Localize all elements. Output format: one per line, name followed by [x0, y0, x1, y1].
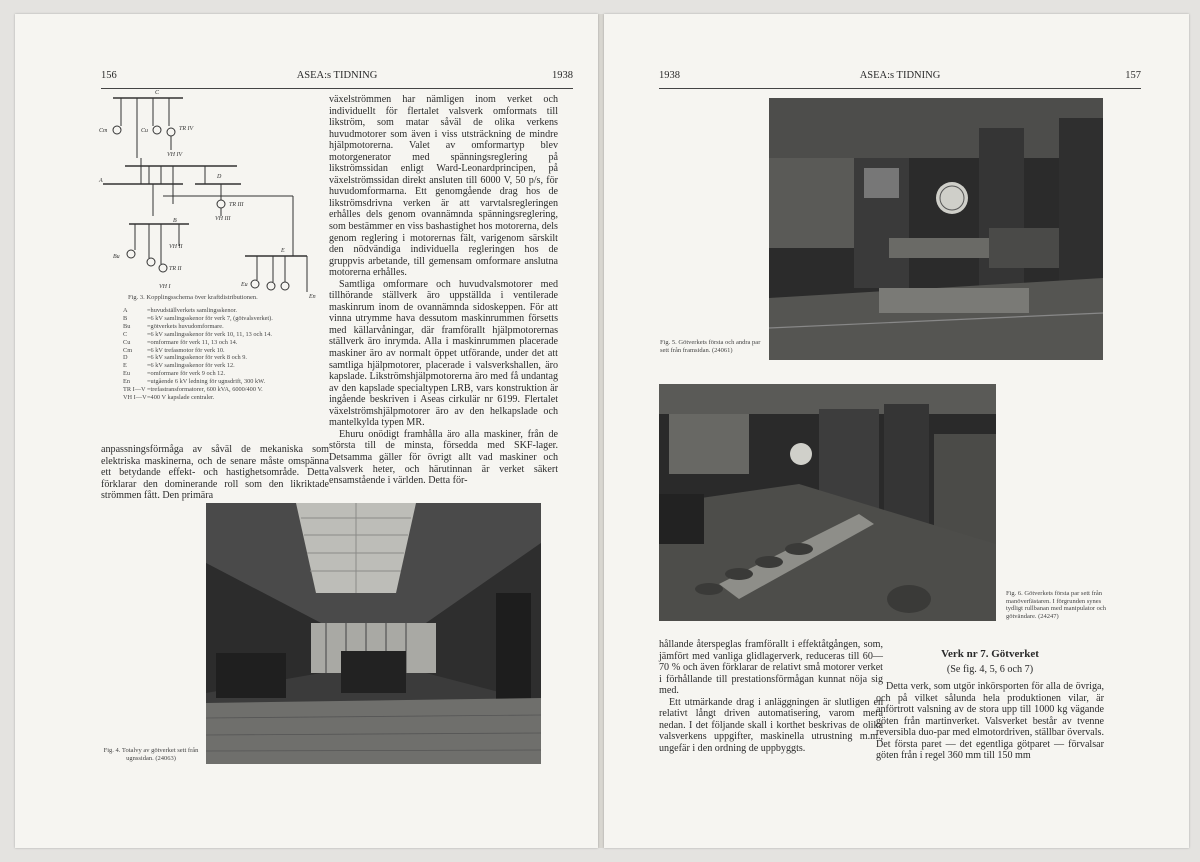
fig4-caption: Fig. 4. Totalvy av götverket sett från ugnssidan. (24063) — [103, 747, 199, 762]
legend-row — [123, 307, 338, 315]
diagram-label-b: B — [173, 218, 177, 224]
legend-row — [123, 354, 338, 362]
fig3-circuit-diagram — [95, 86, 335, 304]
fig5-caption: Fig. 5. Götverkets första och andra par sett från framsidan. (24061) — [660, 339, 761, 354]
legend-row — [123, 378, 338, 386]
diagram-label-vh2: VH II — [169, 244, 183, 250]
legend-key: Cu — [123, 338, 131, 346]
legend-key: Bu — [123, 322, 131, 330]
legend-row — [123, 347, 338, 355]
legend-text: =götverkets huvudomformare. — [147, 322, 224, 330]
legend-row — [123, 323, 338, 331]
fig3-legend — [123, 307, 338, 402]
right-page-left-column — [659, 639, 883, 754]
legend-text: =huvudställverkets samlingsskenor. — [147, 307, 237, 314]
legend-row — [123, 394, 338, 402]
legend-text: =6 kV samlingsskenor för verk 10, 11, 13 och 14. — [147, 330, 272, 338]
paragraph: Ehuru onödigt framhålla äro alla maskiner, från de största till de minsta, försedda med SKF-lager. Detsamma gäller för övrigt allt vad maskiner och valsverk heter, och härutinnan är verket säkert ensamstående i världen. Detta för- — [329, 428, 558, 487]
diagram-label-tr3: TR III — [229, 202, 244, 208]
left-page — [15, 14, 598, 848]
right-page — [604, 14, 1189, 848]
legend-row — [123, 386, 338, 394]
legend-key: VH I—V — [123, 393, 147, 401]
diagram-label-cu: Cu — [141, 128, 149, 134]
paragraph: Samtliga omformare och huvudvalsmotorer med tillhörande ställverk äro uppställda i ventilerade maskinrum inom de ovannämnda sidoskeppen. För att vinna utrymme hava dessutom maskinrummen försetts med källarvåningar, där framförallt hjälpmotorernas ställverk äro inrymda. Alla i maskinrummen placerade maskiner äro av normalt öppet utförande, under det att samtliga hjälpmotorer, placerade i valsverkshallen, äro kapslade. Likströmshjälpmotorerna äro med få undantag av den kapslade specialtypen LRB, vars konstruktion är ingående beskriven i Aseas cirkulär nr 6199. Flertalet växelströmshjälpmotorer äro av den helkapslade och mantelkylda typen MR. — [329, 278, 558, 429]
legend-text: =6 kV samlingsskenor för verk 7, (götvalsverket). — [147, 314, 273, 322]
right-page-right-column — [876, 681, 1104, 762]
fig3-caption: Fig. 3. Kopplingsschema över kraftdistributionen. — [128, 294, 258, 301]
diagram-label-c: C — [155, 90, 160, 96]
paragraph: Detta verk, som utgör inkörsporten för alla de övriga, och på vilket sålunda hela produktionen vilar, är anförtrott valsning av de stora upp till 1000 kg vägande göten från martinverket. Valsverket består av tvenne reversibla duo-par med elmotordriven, ställbar övervals. Det första paret — det egentliga götparet — förvalsar göten från i regel 360 mm till 150 mm — [876, 681, 1104, 762]
diagram-label-cm: Cm — [99, 128, 108, 134]
legend-key: C — [123, 330, 128, 338]
year: 1938 — [659, 70, 680, 81]
right-page-header — [659, 68, 1141, 89]
legend-text: =utgående 6 kV ledning för ugnsdrift, 300 kW. — [147, 378, 266, 386]
diagram-label-eu: Eu — [241, 282, 248, 288]
journal-title: ASEA:s TIDNING — [296, 70, 378, 81]
paragraph: hållande återspeglas framförallt i effektåtgången, som, jämfört med vanliga glidlagerverk, reduceras till 60—70 % och även förklarar de relativt små motorer verket i förhållande till prestationsförmågan kunnat nöja sig med. — [659, 639, 883, 697]
legend-text: =400 V kapslade centraler. — [147, 393, 215, 401]
fig4-photo-rolling-mill-hall — [206, 503, 541, 764]
paragraph: anpassningsförmåga av såväl de mekaniska som elektriska maskinerna, och de senare måste omspänna ett betydande effekt- och hastighetsområde. Detta förklarar den dominerande roll som den likriktade strömmen fått. Den primära — [101, 444, 329, 502]
left-page-right-column — [329, 94, 558, 487]
section-title: Verk nr 7. Götverket — [941, 648, 1039, 660]
legend-key: Eu — [123, 370, 130, 378]
legend-key: E — [123, 362, 127, 370]
page-number: 156 — [101, 70, 117, 81]
paragraph: växelströmmen har nämligen inom verket och individuellt för flertalet valsverk omformats till likström, som matar såväl de olika verkens huvudmotorer som även i viss utsträckning de mindre hjälpmotorerna. Valet av omformartyp blev motorgenerator med spänningsreglering på likströmssidan enligt Ward-Leonardprincipen, på växelströmssidan direkt ansluten till 6000 V, 50 p/s, för huvudomformarna. Ett genomgående drag hos de likströmsdrivna verken är att varvtalsregleringen erhålles dels genom ovannämnda spänningsreglering, som bestämmer en viss bashastighet hos motorerna, dels genom reglering i motorernas fält, varigenom särskilt den nödvändiga individuella regleringen hos de gruppvis arbetande, till gemensam omformare anslutna motorerna erhålles. — [329, 94, 558, 279]
diagram-label-e: E — [281, 248, 285, 254]
diagram-label-en: En — [309, 294, 316, 300]
legend-key: B — [123, 314, 128, 322]
diagram-label-tr4: TR IV — [179, 126, 194, 132]
fig6-caption: Fig. 6. Götverkets första par sett från manöverfästaren. I förgrunden synes tydligt rullbanan med manipulator och götvändare. (24247) — [1006, 590, 1107, 620]
legend-key: D — [123, 354, 128, 362]
journal-title: ASEA:s TIDNING — [859, 70, 941, 81]
diagram-label-vh4: VH IV — [167, 152, 183, 158]
legend-text: =6 kV samlingsskenor för verk 8 och 9. — [147, 354, 247, 362]
legend-text: =6 kV samlingsskenor för verk 12. — [147, 362, 235, 370]
legend-key: A — [123, 307, 128, 314]
legend-key: TR I—V — [123, 386, 146, 394]
legend-row — [123, 362, 338, 370]
diagram-label-tr2: TR II — [169, 266, 182, 272]
fig5-photo-mill-front — [769, 98, 1103, 360]
legend-text: =6 kV trefasmotor för verk 10. — [147, 346, 225, 354]
legend-text: =omformare för verk 11, 13 och 14. — [147, 338, 238, 346]
legend-text: =trefastransformatorer, 600 kVA, 6000/400 V. — [147, 386, 263, 394]
legend-key: En — [123, 378, 130, 386]
legend-row — [123, 331, 338, 339]
diagram-label-a: A — [99, 178, 103, 184]
section-subtitle: (Se fig. 4, 5, 6 och 7) — [946, 664, 1034, 675]
left-page-left-column — [101, 444, 329, 502]
legend-row — [123, 315, 338, 323]
year: 1938 — [552, 70, 573, 81]
page-number: 157 — [1125, 70, 1141, 81]
diagram-label-d: D — [217, 174, 222, 180]
diagram-label-vh3: VH III — [215, 216, 231, 222]
fig6-photo-mill-from-control — [659, 384, 996, 621]
legend-row — [123, 370, 338, 378]
paragraph: Ett utmärkande drag i anläggningen är slutligen en relativt långt driven automatisering, varom mera nedan. I det följande skall i korthet beskrivas de olika valsverkens uppgifter, maskinella utrustning m.m., ungefär i den ordning de uppbyggts. — [659, 696, 883, 754]
legend-row — [123, 339, 338, 347]
diagram-label-vh1: VH I — [159, 284, 171, 290]
legend-text: =omformare för verk 9 och 12. — [147, 370, 226, 378]
diagram-label-bu: Bu — [113, 254, 120, 260]
legend-key: Cm — [123, 346, 133, 354]
